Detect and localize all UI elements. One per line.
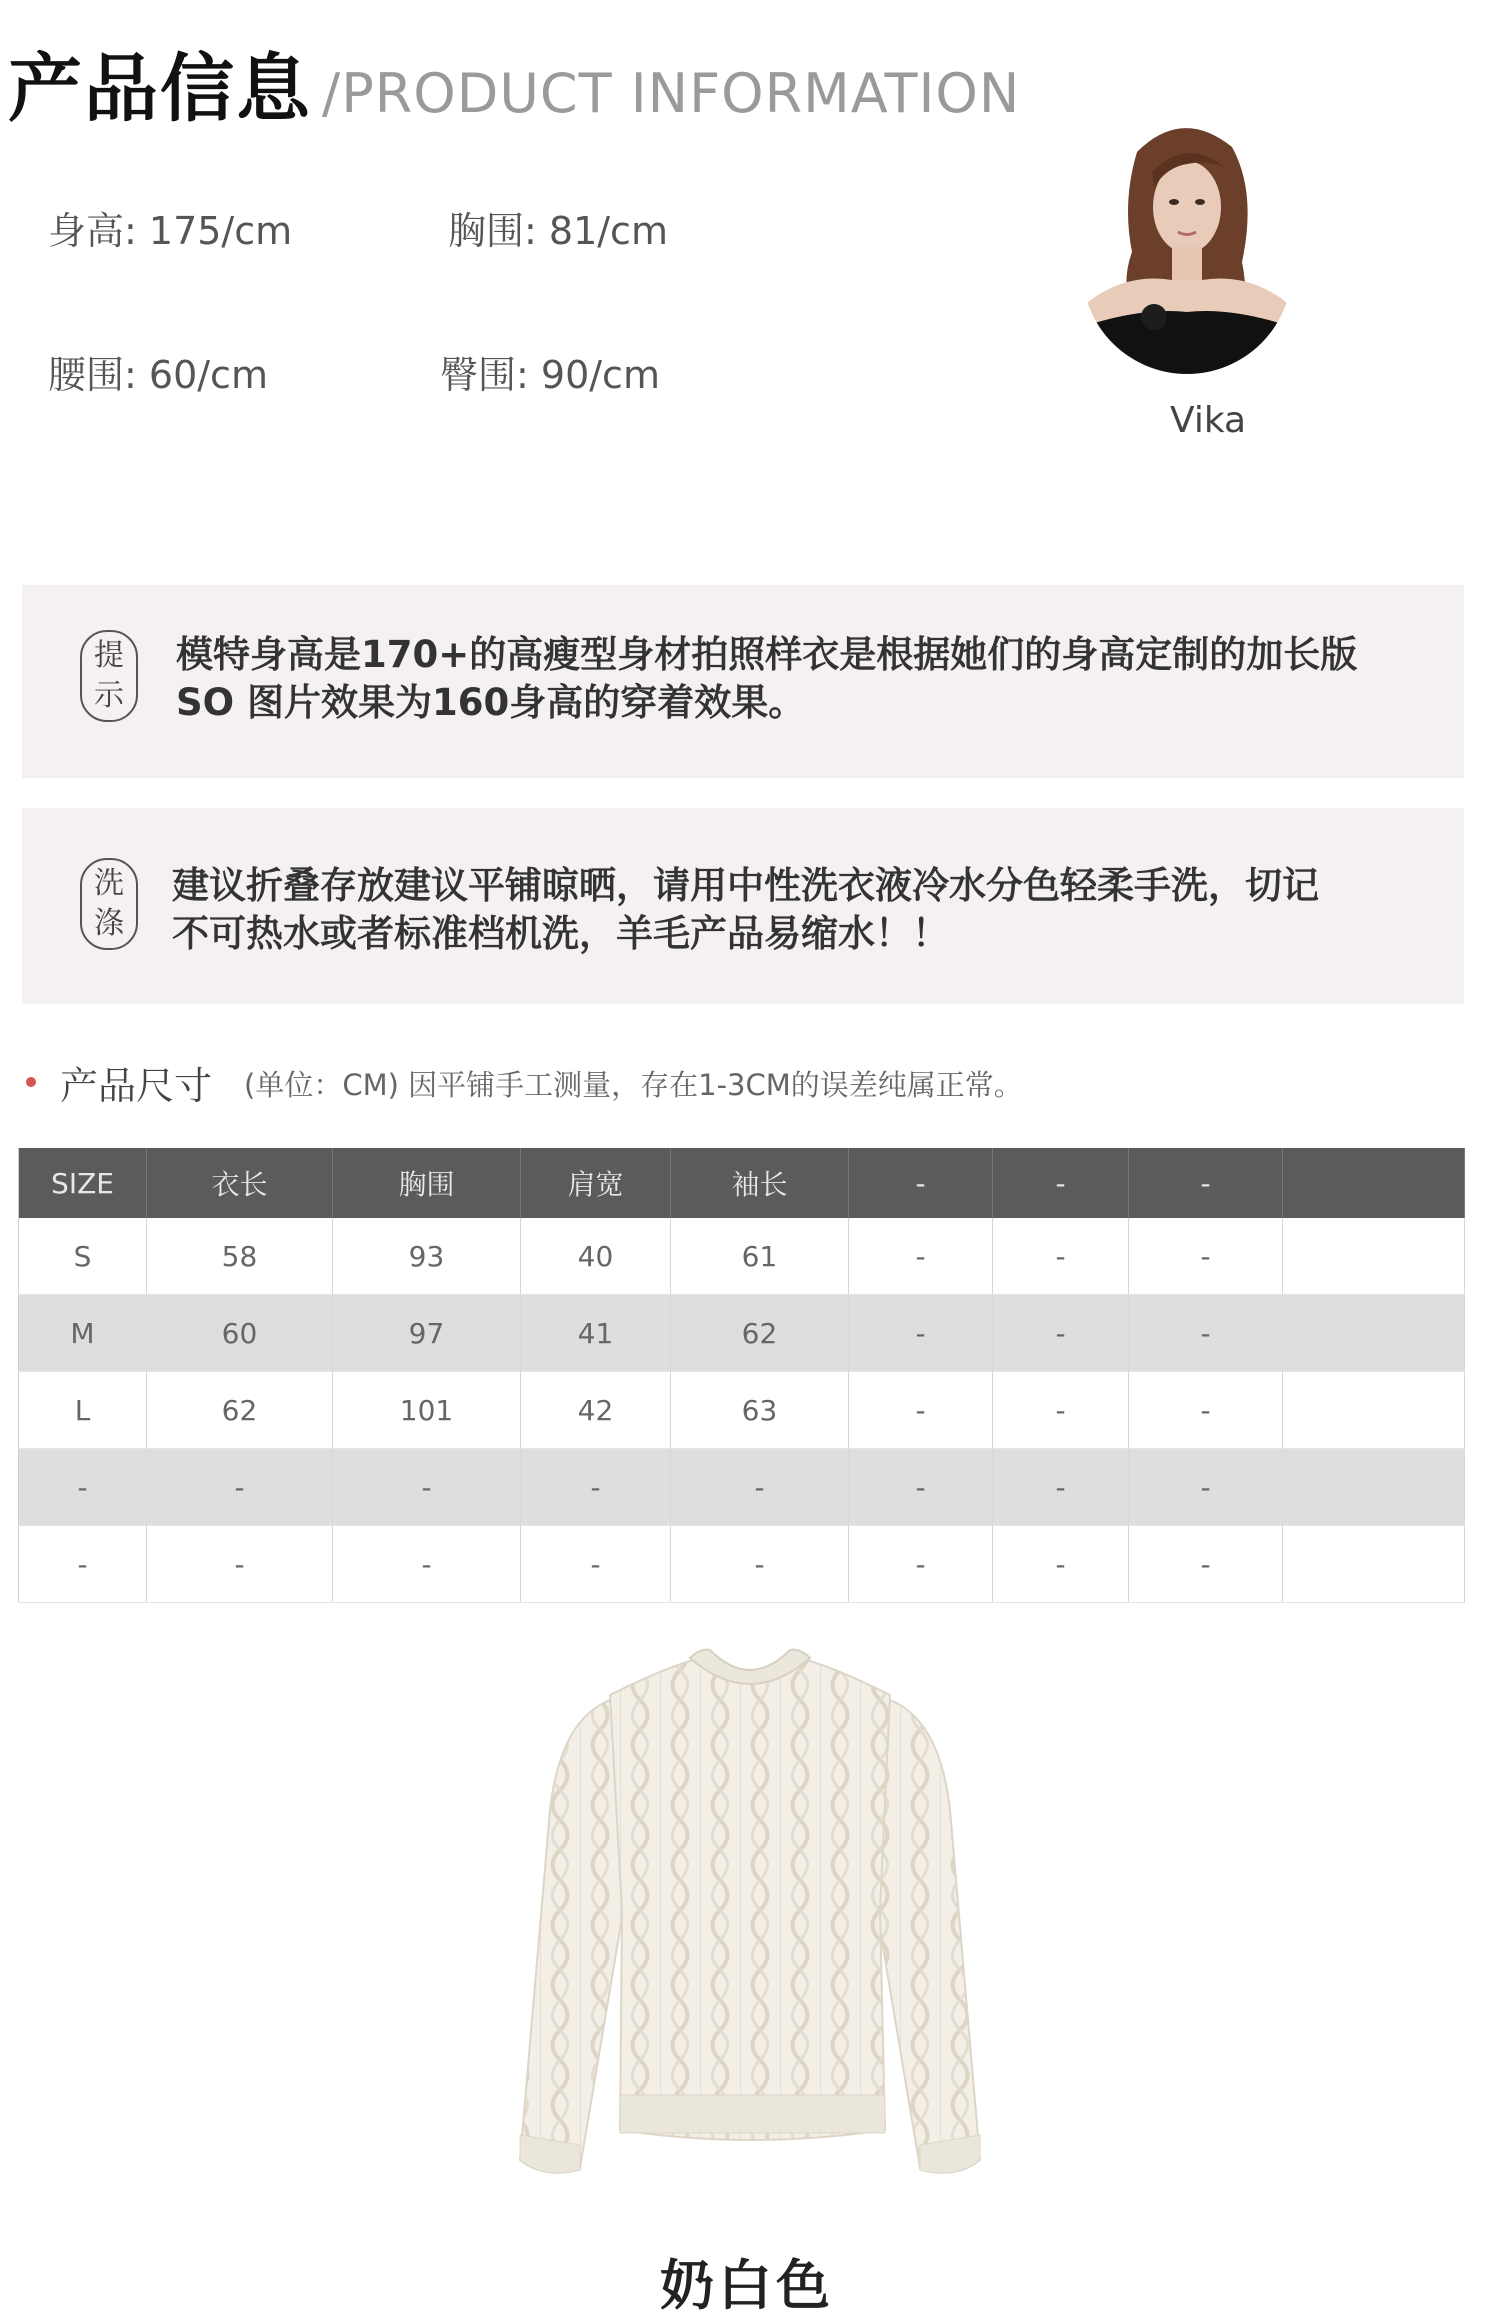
size-section-note: (单位：CM) 因平铺手工测量，存在1-3CM的误差纯属正常。 (244, 1068, 1023, 1102)
table-cell: 58 (147, 1218, 333, 1295)
waist-label: 腰围 (48, 353, 125, 397)
color-name: 奶白色 (660, 2254, 834, 2317)
table-cell: S (19, 1218, 147, 1295)
table-cell: - (333, 1526, 521, 1603)
table-cell: 40 (521, 1218, 671, 1295)
tip-box (22, 585, 1464, 778)
tip-badge (80, 630, 138, 722)
table-header-row (19, 1148, 1465, 1218)
page-title: 产品信息 (8, 46, 312, 132)
table-cell: - (147, 1449, 333, 1526)
wash-badge-char-2: 涤 (94, 906, 124, 941)
waist-value: : 60/cm (124, 353, 268, 397)
bust-value: : 81/cm (524, 209, 668, 253)
table-cell: - (521, 1526, 671, 1603)
size-section-title: 产品尺寸 (60, 1064, 213, 1108)
table-row (19, 1218, 1465, 1295)
height-measure (48, 200, 292, 255)
table-cell: 62 (671, 1295, 849, 1372)
table-header-cell (1283, 1148, 1465, 1218)
table-cell: - (333, 1449, 521, 1526)
table-cell: 97 (333, 1295, 521, 1372)
table-cell (1283, 1372, 1465, 1449)
table-row (19, 1295, 1465, 1372)
table-cell: - (19, 1449, 147, 1526)
tip-text (176, 631, 1357, 727)
table-cell: 42 (521, 1372, 671, 1449)
table-cell: - (849, 1526, 993, 1603)
model-name: Vika (1170, 400, 1247, 441)
bust-label: 胸围 (448, 209, 525, 253)
table-header-cell: SIZE (19, 1148, 147, 1218)
model-avatar (1082, 112, 1292, 374)
table-cell: - (1129, 1372, 1283, 1449)
sweater-image (500, 1640, 1000, 2220)
table-cell (1283, 1526, 1465, 1603)
tip-badge-char-1: 提 (94, 638, 124, 673)
table-cell (1283, 1218, 1465, 1295)
table-cell: 101 (333, 1372, 521, 1449)
table-header-cell: - (1129, 1148, 1283, 1218)
height-value: : 175/cm (124, 209, 293, 253)
table-cell: - (849, 1295, 993, 1372)
size-table (18, 1148, 1465, 1603)
table-cell: 41 (521, 1295, 671, 1372)
table-cell: - (993, 1449, 1129, 1526)
table-cell: 63 (671, 1372, 849, 1449)
wash-badge (80, 858, 138, 950)
table-cell: - (671, 1526, 849, 1603)
wash-text (172, 862, 1319, 958)
wash-badge-char-1: 洗 (94, 866, 124, 901)
height-label: 身高 (48, 209, 125, 253)
table-cell: L (19, 1372, 147, 1449)
wash-box (22, 808, 1464, 1004)
table-cell: - (1129, 1526, 1283, 1603)
table-cell: - (1129, 1295, 1283, 1372)
page-subtitle: /PRODUCT INFORMATION (322, 62, 1021, 125)
table-cell: - (671, 1449, 849, 1526)
table-row (19, 1449, 1465, 1526)
table-cell: - (19, 1526, 147, 1603)
table-header-cell: - (849, 1148, 993, 1218)
table-cell: - (849, 1449, 993, 1526)
hip-label: 臀围 (440, 353, 517, 397)
wash-line-2: 不可热水或者标准档机洗，羊毛产品易缩水！！ (172, 912, 949, 955)
table-cell: - (993, 1526, 1129, 1603)
tip-line-2: SO 图片效果为160身高的穿着效果。 (176, 681, 806, 724)
table-header-cell: 胸围 (333, 1148, 521, 1218)
table-cell: - (993, 1295, 1129, 1372)
waist-measure (48, 344, 268, 399)
table-row (19, 1526, 1465, 1603)
table-cell: - (147, 1526, 333, 1603)
table-header-cell: 衣长 (147, 1148, 333, 1218)
table-cell (1283, 1295, 1465, 1372)
table-cell: - (849, 1372, 993, 1449)
bust-measure (448, 200, 668, 255)
table-cell: - (1129, 1449, 1283, 1526)
table-cell: - (993, 1218, 1129, 1295)
hip-measure (440, 344, 660, 399)
table-cell: 62 (147, 1372, 333, 1449)
tip-badge-char-2: 示 (94, 678, 124, 713)
table-cell: - (993, 1372, 1129, 1449)
tip-line-1: 模特身高是170+的高瘦型身材拍照样衣是根据她们的身高定制的加长版 (176, 633, 1358, 676)
table-header-cell: 袖长 (671, 1148, 849, 1218)
table-cell: 61 (671, 1218, 849, 1295)
table-cell: 93 (333, 1218, 521, 1295)
table-cell: - (849, 1218, 993, 1295)
table-cell (1283, 1449, 1465, 1526)
bullet-dot (26, 1077, 36, 1087)
table-cell: - (521, 1449, 671, 1526)
hip-value: : 90/cm (516, 353, 660, 397)
table-row (19, 1372, 1465, 1449)
table-cell: 60 (147, 1295, 333, 1372)
table-cell: M (19, 1295, 147, 1372)
table-header-cell: - (993, 1148, 1129, 1218)
table-header-cell: 肩宽 (521, 1148, 671, 1218)
table-cell: - (1129, 1218, 1283, 1295)
wash-line-1: 建议折叠存放建议平铺晾晒，请用中性洗衣液冷水分色轻柔手洗，切记 (172, 864, 1319, 907)
